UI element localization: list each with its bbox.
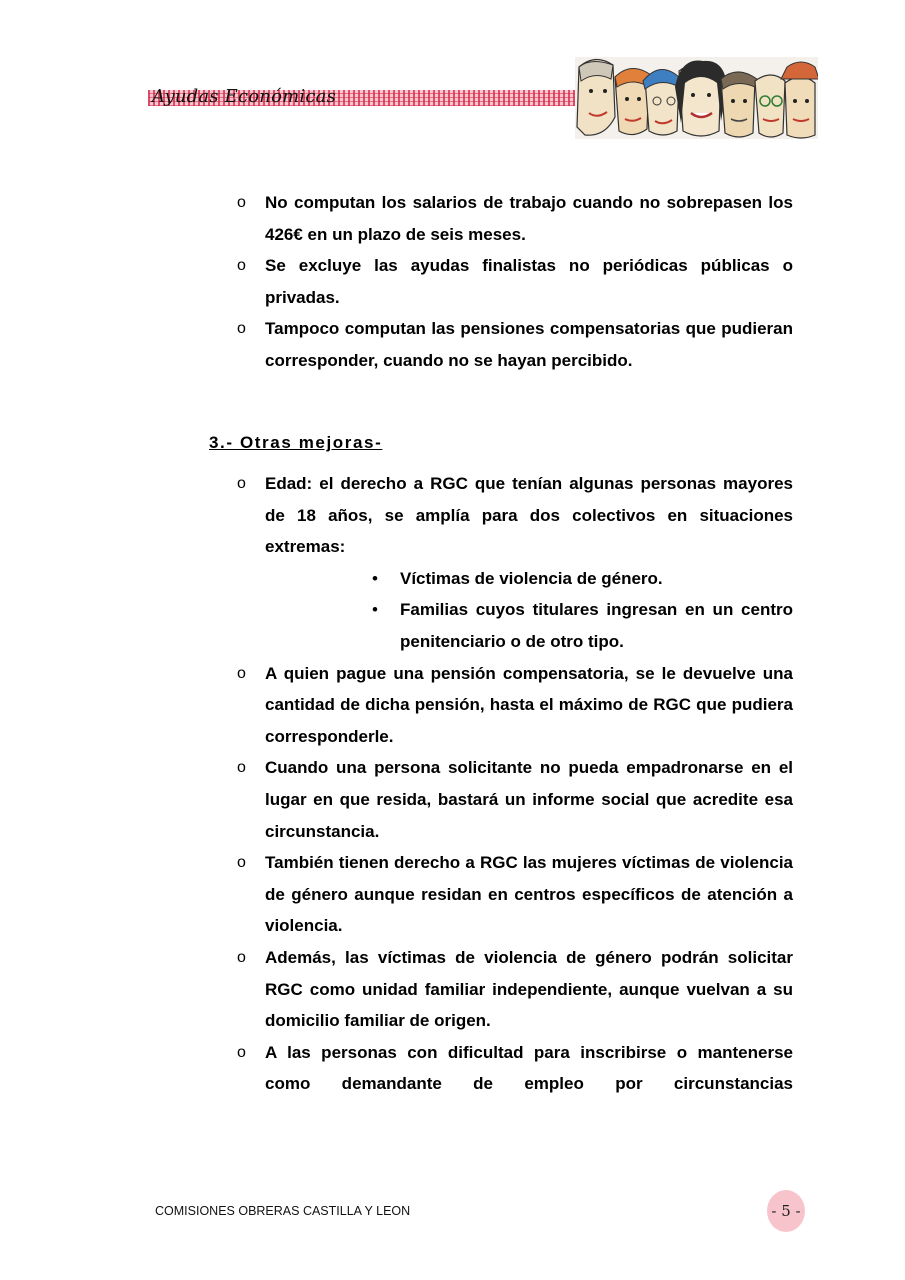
list-marker: o — [237, 320, 246, 338]
list-item — [237, 187, 793, 250]
list-item — [237, 942, 793, 1037]
sublist — [265, 563, 793, 658]
list-marker: o — [237, 1043, 246, 1061]
list-item-text: Además, las víctimas de violencia de género podrán solicitar RGC como unidad familiar independiente, aunque vuelvan a su domicilio familiar de origen. — [265, 947, 793, 1031]
list-item — [237, 752, 793, 847]
sublist-item-text: Familias cuyos titulares ingresan en un centro penitenciario o de otro tipo. — [400, 600, 793, 651]
list-item-text: Se excluye las ayudas finalistas no periódicas públicas o privadas. — [265, 256, 793, 307]
list-item-text: Cuando una persona solicitante no pueda empadronarse en el lugar en que resida, bastará un informe social que acredite esa circunstancia. — [265, 758, 793, 841]
sublist-item — [372, 563, 793, 595]
section-heading: 3.- Otras mejoras- — [209, 433, 383, 452]
page-number-badge — [767, 1190, 805, 1232]
list-item-text: Tampoco computan las pensiones compensatorias que pudieran corresponder, cuando no se hayan percibido. — [265, 319, 793, 370]
sublist-container — [237, 563, 793, 658]
sublist-item — [372, 594, 793, 657]
list-item-text: No computan los salarios de trabajo cuando no sobrepasen los 426€ en un plazo de seis meses. — [265, 193, 793, 244]
list-marker: o — [237, 257, 246, 275]
sublist-marker: • — [372, 568, 378, 588]
list-item-text: A quien pague una pensión compensatoria, se le devuelve una cantidad de dicha pensión, hasta el máximo de RGC que pudiera corresponderle. — [265, 663, 793, 746]
list-item — [237, 658, 793, 753]
list-other-improvements — [237, 468, 793, 1100]
list-marker: o — [237, 664, 246, 682]
list-item — [237, 847, 793, 942]
list-item — [237, 250, 793, 313]
list-item-text: Edad: el derecho a RGC que tenían algunas personas mayores de 18 años, se amplía para dos colectivos en situaciones extremas: — [265, 474, 793, 557]
list-marker: o — [237, 475, 246, 492]
list-item-text: A las personas con dificultad para inscribirse o mantenerse como demandante de empleo por circunstancias — [265, 1042, 793, 1094]
list-item-text: También tienen derecho a RGC las mujeres víctimas de violencia de género aunque residan en centros específicos de atención a violencia. — [265, 853, 793, 936]
page-number: - 5 - — [771, 1202, 801, 1220]
footer-organization: COMISIONES OBRERAS CASTILLA Y LEON — [155, 1204, 411, 1218]
list-item — [237, 1037, 793, 1100]
list-marker: o — [237, 759, 246, 777]
sublist-marker: • — [372, 600, 378, 620]
list-item — [237, 313, 793, 376]
list-item — [237, 468, 793, 563]
sublist-item-text: Víctimas de violencia de género. — [400, 568, 663, 588]
list-marker: o — [237, 194, 246, 211]
list-income-exclusions — [237, 187, 793, 377]
list-marker: o — [237, 948, 246, 966]
header-title: Ayudas Económicas — [152, 86, 337, 107]
list-marker: o — [237, 854, 246, 872]
people-faces-illustration-icon — [575, 57, 818, 139]
